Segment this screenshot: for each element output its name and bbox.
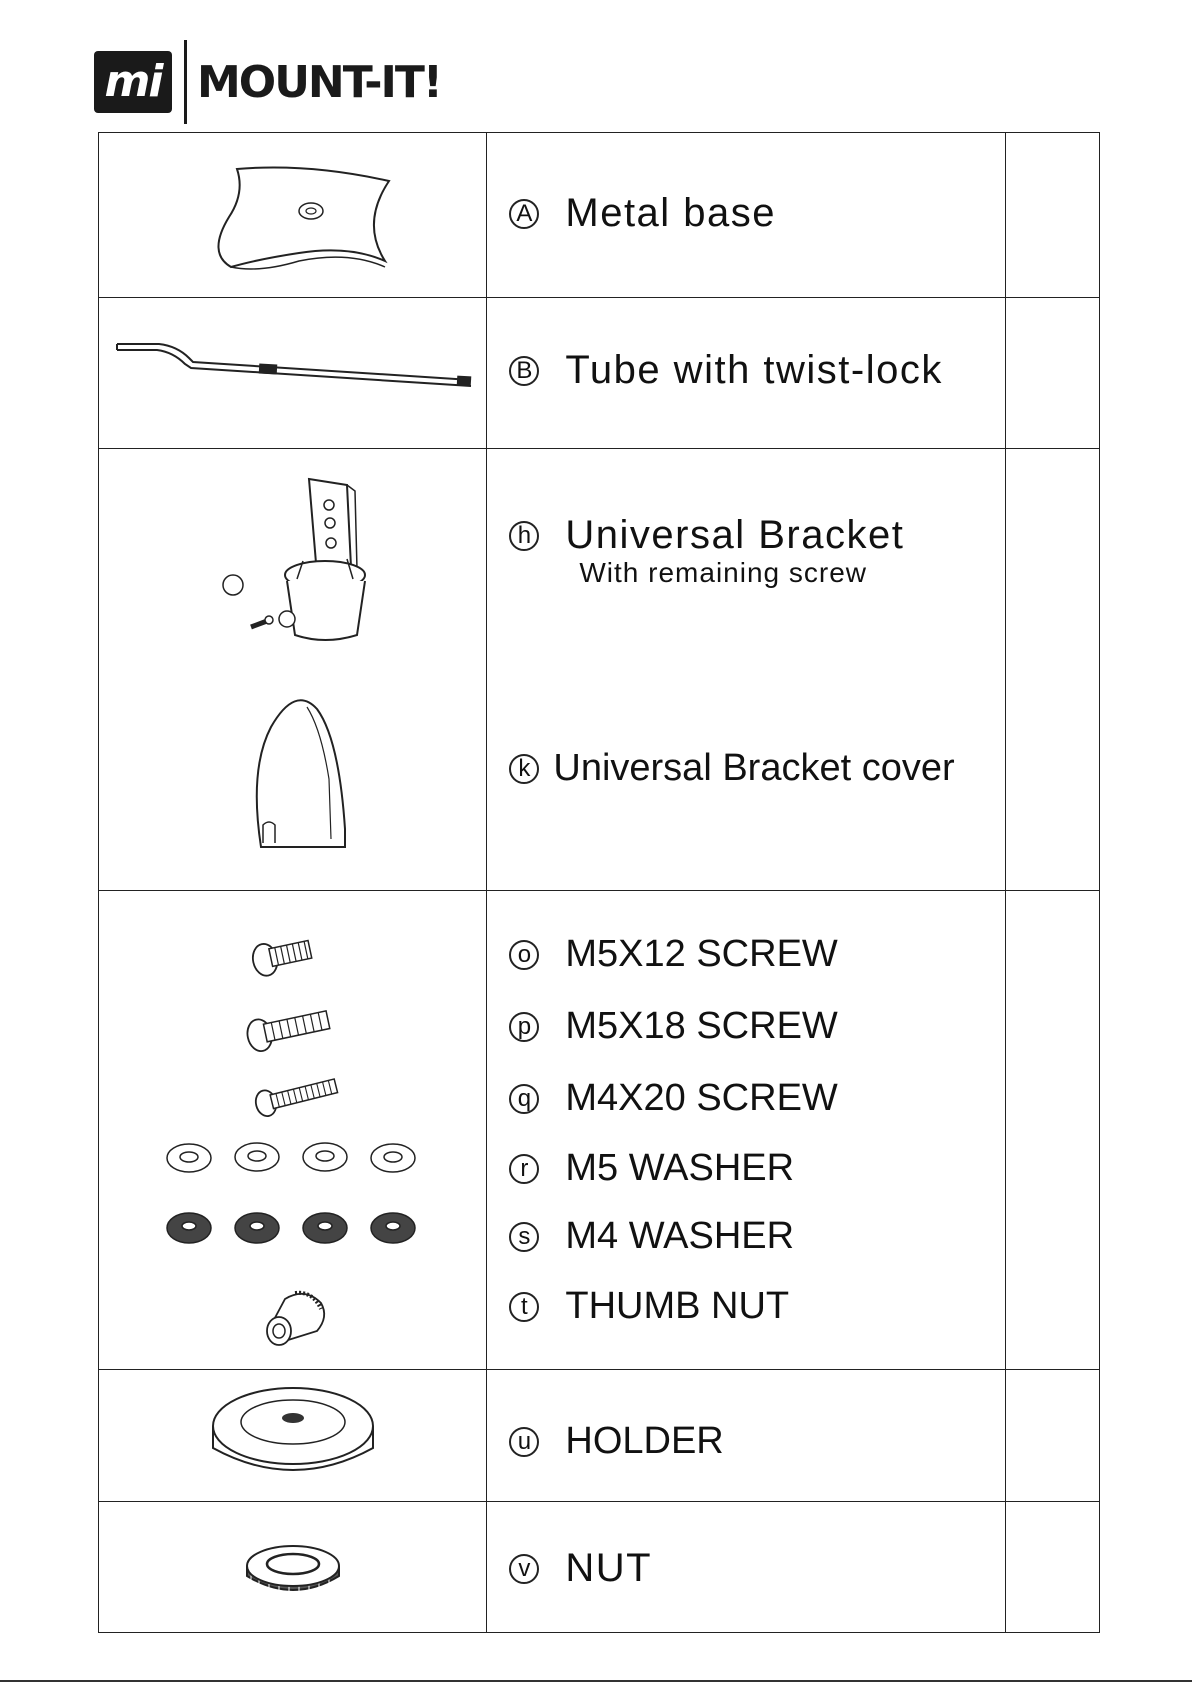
part-q-marker: q	[509, 1084, 539, 1114]
tube-icon	[99, 298, 487, 449]
description-cell	[487, 449, 1006, 891]
part-p-label: M5X18 SCREW	[565, 1005, 838, 1047]
part-p-marker: p	[509, 1012, 539, 1042]
description-cell	[487, 1370, 1006, 1502]
part-t-label: THUMB NUT	[565, 1285, 790, 1327]
part-u-label: HOLDER	[565, 1420, 724, 1462]
image-cell	[99, 891, 487, 1370]
nut-icon	[99, 1502, 487, 1633]
brand-name: MOUNT-IT!	[197, 56, 442, 108]
metal-base-icon	[99, 133, 487, 298]
part-v-line	[509, 1546, 652, 1591]
part-p-line	[509, 1005, 837, 1048]
part-h-subline	[579, 557, 867, 589]
part-t-marker: t	[509, 1292, 539, 1322]
part-b-line	[509, 348, 943, 393]
part-q-label: M4X20 SCREW	[565, 1077, 838, 1119]
part-u-line	[509, 1420, 723, 1463]
part-h-marker: h	[509, 521, 539, 551]
description-cell	[487, 1502, 1006, 1633]
image-cell	[99, 1370, 487, 1502]
part-k-line	[509, 747, 954, 790]
part-r-marker: r	[509, 1154, 539, 1184]
part-v-label: NUT	[565, 1546, 653, 1590]
part-t-line	[509, 1285, 789, 1328]
quantity-cell	[1005, 449, 1099, 891]
quantity-cell	[1005, 298, 1099, 449]
part-s-line	[509, 1215, 794, 1258]
bracket-icon	[99, 449, 487, 669]
bracket-cover-icon	[99, 689, 487, 869]
brand-logo	[94, 40, 441, 124]
image-cell	[99, 449, 487, 891]
part-b-label: Tube with twist-lock	[565, 348, 943, 392]
part-o-marker: o	[509, 940, 539, 970]
part-u-marker: u	[509, 1427, 539, 1457]
part-v-marker: v	[509, 1554, 539, 1584]
image-cell	[99, 1502, 487, 1633]
part-h-line	[509, 513, 904, 558]
parts-table	[98, 132, 1100, 1633]
part-a-line	[509, 191, 776, 236]
quantity-cell	[1005, 1502, 1099, 1633]
description-cell	[487, 298, 1006, 449]
table-row	[99, 298, 1100, 449]
brand-badge: mi	[94, 51, 172, 113]
part-b-marker: B	[509, 356, 539, 386]
part-k-marker: k	[509, 754, 539, 784]
image-cell	[99, 133, 487, 298]
table-row	[99, 133, 1100, 298]
part-a-marker: A	[509, 199, 539, 229]
part-a-label: Metal base	[565, 191, 777, 235]
part-h-label: Universal Bracket	[565, 513, 905, 557]
logo-divider	[184, 40, 187, 124]
part-k-label: Universal Bracket cover	[553, 747, 955, 789]
description-cell	[487, 133, 1006, 298]
part-h-sublabel: With remaining screw	[579, 557, 868, 588]
table-row	[99, 891, 1100, 1370]
quantity-cell	[1005, 1370, 1099, 1502]
quantity-cell	[1005, 891, 1099, 1370]
part-r-label: M5 WASHER	[565, 1147, 795, 1189]
table-row	[99, 449, 1100, 891]
part-s-label: M4 WASHER	[565, 1215, 795, 1257]
table-row	[99, 1370, 1100, 1502]
part-o-label: M5X12 SCREW	[565, 933, 838, 975]
part-o-line	[509, 933, 837, 976]
part-s-marker: s	[509, 1222, 539, 1252]
description-cell	[487, 891, 1006, 1370]
washer-icon	[99, 1121, 487, 1261]
holder-icon	[99, 1370, 487, 1502]
part-r-line	[509, 1147, 794, 1190]
part-q-line	[509, 1077, 837, 1120]
table-row	[99, 1502, 1100, 1633]
quantity-cell	[1005, 133, 1099, 298]
image-cell	[99, 298, 487, 449]
thumb-nut-icon	[99, 1281, 487, 1371]
bottom-divider	[0, 1680, 1192, 1682]
